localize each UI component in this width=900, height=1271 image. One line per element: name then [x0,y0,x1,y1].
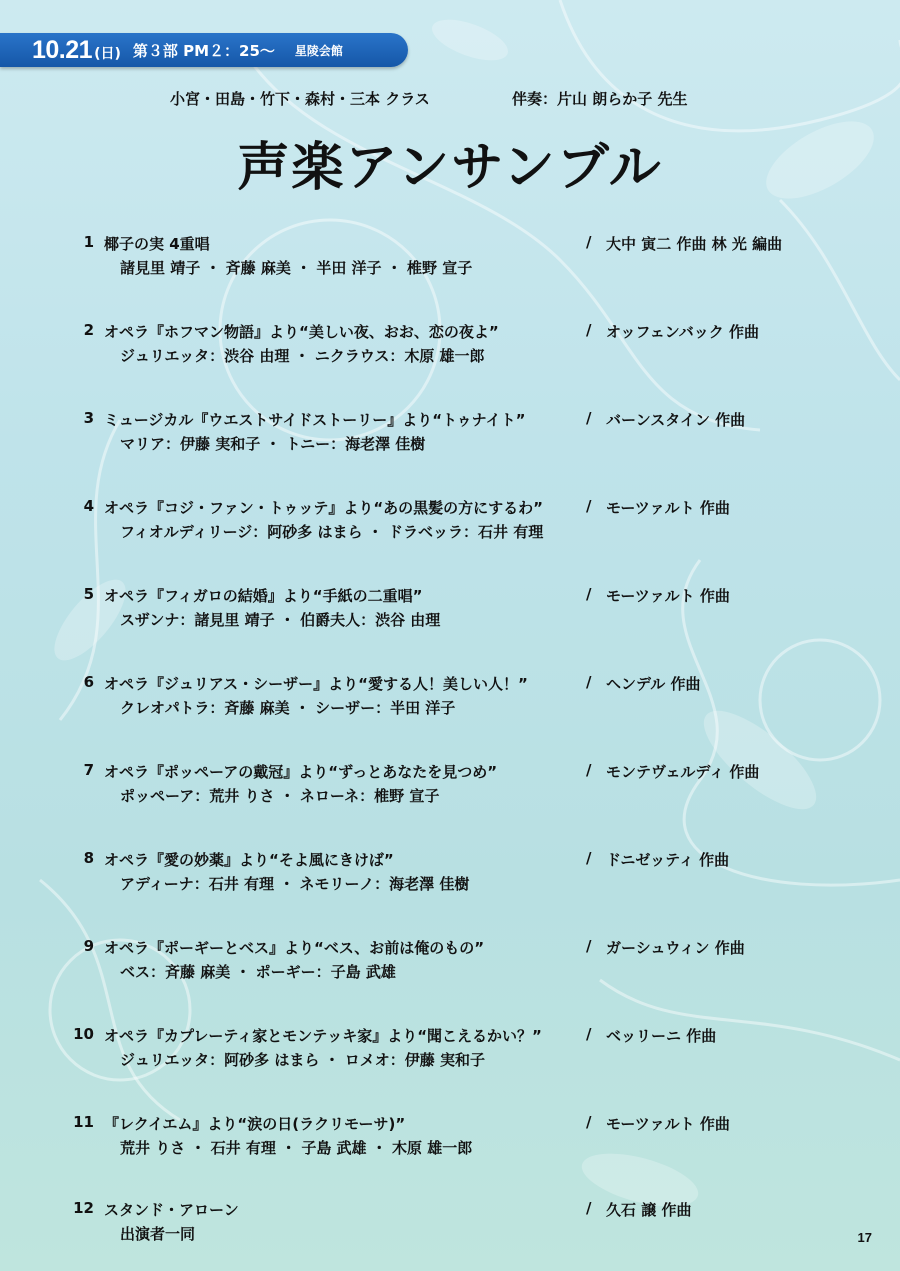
program-item [0,937,900,997]
item-separator: / [586,1025,592,1043]
item-composer: ドニゼッティ 作曲 [606,851,730,869]
item-composer: 大中 寅二 作曲 林 光 編曲 [606,235,783,253]
item-number: 7 [83,761,94,779]
item-composer: ヘンデル 作曲 [606,675,701,693]
item-separator: / [586,849,592,867]
item-title: オペラ『フィガロの結婚』より“手紙の二重唱” [104,587,423,605]
item-separator: / [586,585,592,603]
program-item [0,233,900,293]
item-title: オペラ『愛の妙薬』より“そよ風にきけば” [104,851,394,869]
item-title: オペラ『ホフマン物語』より“美しい夜、おお、恋の夜よ” [104,323,499,341]
item-performers: フィオルディリージ：阿砂多 はまら ・ ドラベッラ：石井 有理 [120,523,544,541]
item-performers: ジュリエッタ：渋谷 由理 ・ ニクラウス：木原 雄一郎 [120,347,485,365]
item-number: 4 [83,497,94,515]
item-performers: ジュリエッタ：阿砂多 はまら ・ ロメオ：伊藤 実和子 [120,1051,485,1069]
program-item [0,321,900,381]
item-title: オペラ『ポーギーとベス』より“ベス、お前は俺のもの” [104,939,485,957]
item-number: 12 [73,1199,94,1217]
item-performers: 諸見里 靖子 ・ 斉藤 麻美 ・ 半田 洋子 ・ 椎野 宣子 [120,259,473,277]
item-composer: モーツァルト 作曲 [606,1115,730,1133]
item-composer: ベッリーニ 作曲 [606,1027,717,1045]
event-venue: 星陵会館 [294,43,343,58]
program-item [0,1025,900,1085]
program-item [0,497,900,557]
item-title: 『レクイエム』より“涙の日(ラクリモーサ)” [104,1115,406,1133]
class-names: 小宮・田島・竹下・森村・三本 クラス [170,90,430,108]
date-banner [0,33,408,67]
item-number: 9 [83,937,94,955]
item-title: 椰子の実 4重唱 [104,235,210,253]
program-item [0,673,900,733]
item-performers: スザンナ：諸見里 靖子 ・ 伯爵夫人：渋谷 由理 [120,611,441,629]
item-composer: バーンスタイン 作曲 [606,411,746,429]
item-composer: モーツァルト 作曲 [606,499,730,517]
item-separator: / [586,233,592,251]
item-separator: / [586,497,592,515]
program-item [0,1199,900,1259]
item-number: 6 [83,673,94,691]
event-date: 10.21 [32,35,93,64]
item-title: オペラ『ポッペーアの戴冠』より“ずっとあなたを見つめ” [104,763,498,781]
item-performers: ベス：斉藤 麻美 ・ ポーギー：子島 武雄 [120,963,396,981]
item-performers: ポッペーア：荒井 りさ ・ ネローネ：椎野 宣子 [120,787,440,805]
program-item [0,585,900,645]
item-performers: クレオパトラ：斉藤 麻美 ・ シーザー：半田 洋子 [120,699,456,717]
accompanist: 伴奏：片山 朗らか子 先生 [512,90,688,108]
item-number: 11 [73,1113,94,1131]
item-number: 2 [83,321,94,339]
event-part-time: 第３部 PM２：25～ [132,41,275,60]
item-performers: 荒井 りさ ・ 石井 有理 ・ 子島 武雄 ・ 木原 雄一郎 [120,1139,473,1157]
item-separator: / [586,1199,592,1217]
page-number: 17 [857,1230,872,1245]
program-item [0,849,900,909]
item-title: オペラ『コジ・ファン・トゥッテ』より“あの黒髪の方にするわ” [104,499,544,517]
item-composer: 久石 譲 作曲 [606,1201,692,1219]
item-composer: ガーシュウィン 作曲 [606,939,745,957]
item-number: 3 [83,409,94,427]
page-title: 声楽アンサンブル [237,138,663,198]
item-separator: / [586,673,592,691]
item-separator: / [586,321,592,339]
program-item [0,761,900,821]
item-separator: / [586,761,592,779]
program-item [0,1113,900,1173]
item-separator: / [586,937,592,955]
item-separator: / [586,409,592,427]
item-performers: マリア：伊藤 実和子 ・ トニー：海老澤 佳樹 [120,435,426,453]
program-item [0,409,900,469]
event-day-of-week: (日) [94,46,121,62]
item-number: 1 [83,233,94,251]
item-number: 10 [73,1025,94,1043]
item-performers: 出演者一同 [120,1225,196,1243]
item-number: 8 [83,849,94,867]
item-number: 5 [83,585,94,603]
item-composer: オッフェンバック 作曲 [606,323,759,341]
item-title: スタンド・アローン [104,1201,239,1219]
item-separator: / [586,1113,592,1131]
item-performers: アディーナ：石井 有理 ・ ネモリーノ：海老澤 佳樹 [120,875,470,893]
item-title: ミュージカル『ウエストサイドストーリー』より“トゥナイト” [104,411,526,429]
item-title: オペラ『カプレーティ家とモンテッキ家』より“聞こえるかい？” [104,1027,542,1045]
item-composer: モーツァルト 作曲 [606,587,730,605]
item-title: オペラ『ジュリアス・シーザー』より“愛する人！美しい人！” [104,675,528,693]
item-composer: モンテヴェルディ 作曲 [606,763,760,781]
